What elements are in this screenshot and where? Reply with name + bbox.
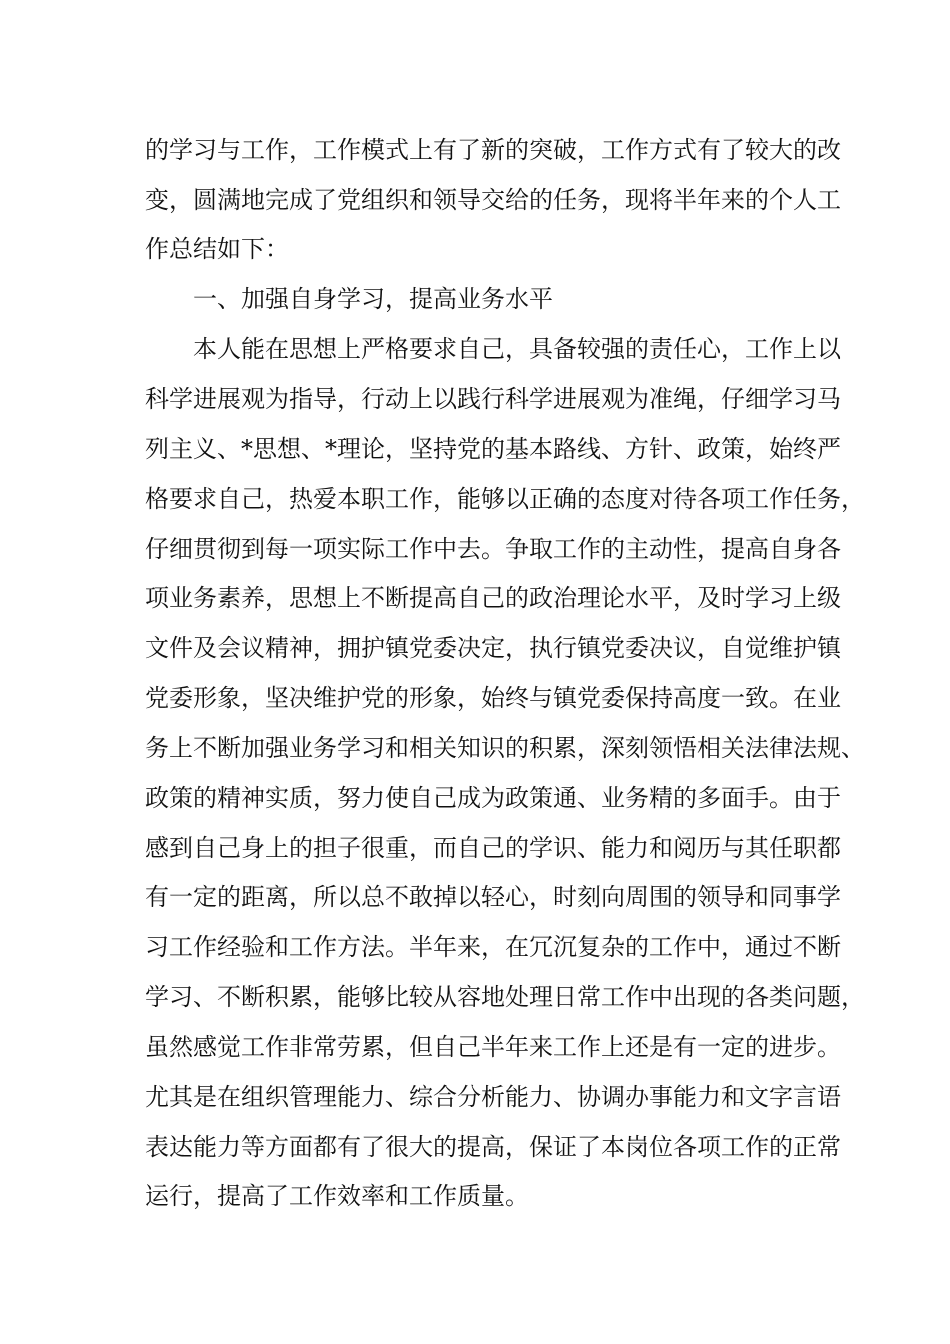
text-line: 列主义、*思想、*理论，坚持党的基本路线、方针、政策，始终严 [145,435,841,463]
text-line: 虽然感觉工作非常劳累，但自己半年来工作上还是有一定的进步。 [145,1033,841,1061]
text-line: 格要求自己，热爱本职工作，能够以正确的态度对待各项工作任务， [145,485,865,513]
text-line: 习工作经验和工作方法。半年来，在冗沉复杂的工作中，通过不断 [145,933,841,961]
text-line: 科学进展观为指导，行动上以践行科学进展观为准绳，仔细学习马 [145,385,841,413]
section-heading: 一、加强自身学习，提高业务水平 [193,285,553,313]
text-line: 感到自己身上的担子很重，而自己的学识、能力和阅历与其任职都 [145,834,841,862]
text-line: 党委形象，坚决维护党的形象，始终与镇党委保持高度一致。在业 [145,684,841,712]
text-line: 有一定的距离，所以总不敢掉以轻心，时刻向周围的领导和同事学 [145,883,841,911]
text-line: 项业务素养，思想上不断提高自己的政治理论水平，及时学习上级 [145,584,841,612]
text-line: 变，圆满地完成了党组织和领导交给的任务，现将半年来的个人工 [145,186,841,214]
text-line: 的学习与工作，工作模式上有了新的突破，工作方式有了较大的改 [145,136,841,164]
text-line: 学习、不断积累，能够比较从容地处理日常工作中出现的各类问题， [145,983,865,1011]
text-line: 作总结如下： [145,235,289,263]
text-line: 运行，提高了工作效率和工作质量。 [145,1182,529,1210]
text-line: 务上不断加强业务学习和相关知识的积累，深刻领悟相关法律法规、 [145,734,865,762]
text-line: 政策的精神实质，努力使自己成为政策通、业务精的多面手。由于 [145,784,841,812]
text-line: 尤其是在组织管理能力、综合分析能力、协调办事能力和文字言语 [145,1083,841,1111]
text-line: 文件及会议精神，拥护镇党委决定，执行镇党委决议，自觉维护镇 [145,634,841,662]
text-line: 本人能在思想上严格要求自己，具备较强的责任心，工作上以 [193,335,841,363]
text-line: 表达能力等方面都有了很大的提高，保证了本岗位各项工作的正常 [145,1133,841,1161]
text-line: 仔细贯彻到每一项实际工作中去。争取工作的主动性，提高自身各 [145,535,841,563]
